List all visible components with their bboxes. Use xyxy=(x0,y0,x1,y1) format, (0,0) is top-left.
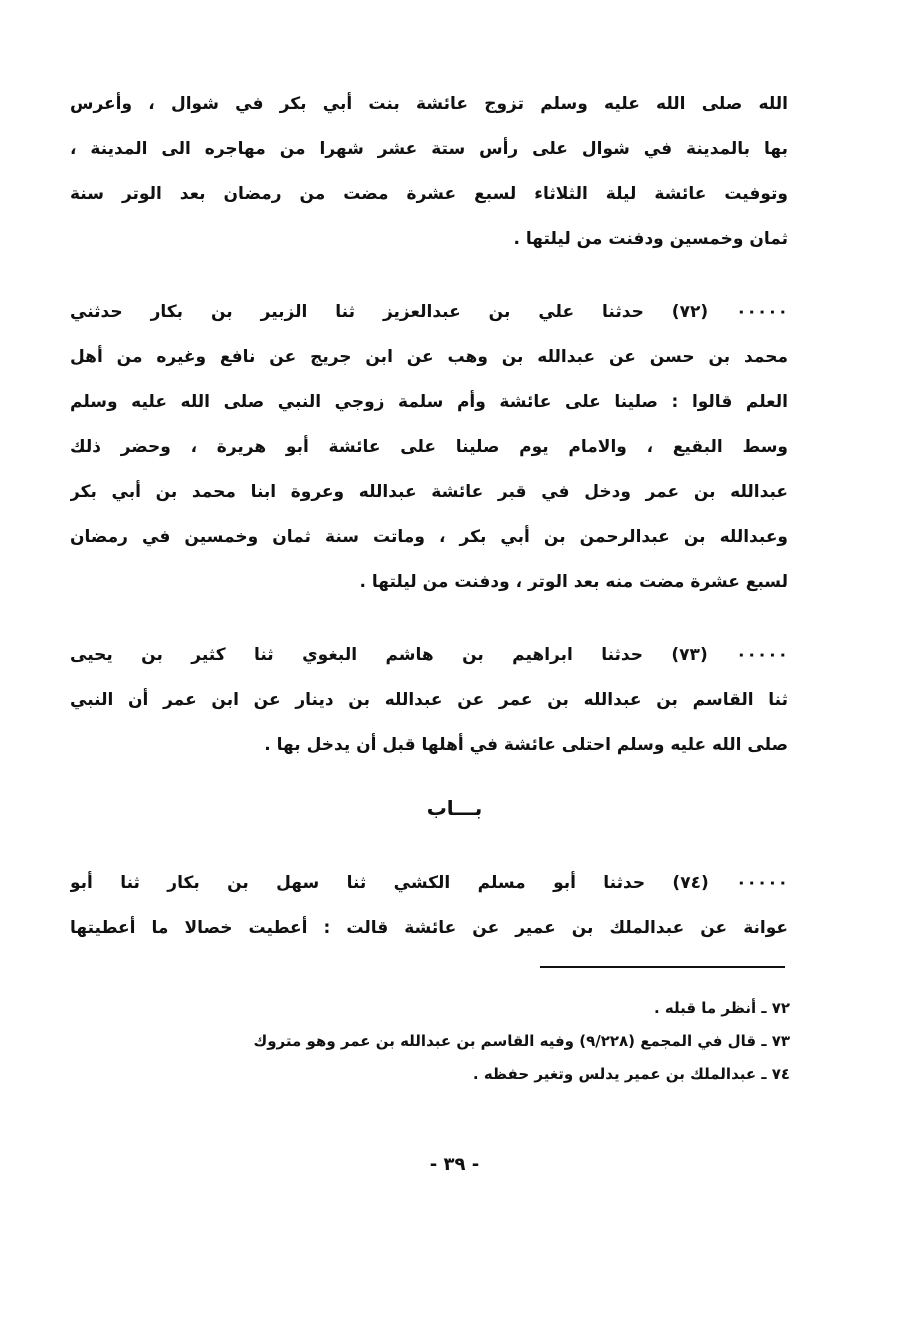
text-line: الله صلى الله عليه وسلم تزوج عائشة بنت أبي بكر في شوال ، وأعرس xyxy=(70,94,788,114)
paragraph-1 xyxy=(70,82,788,262)
text-line: ٠٠٠٠٠ (٧٢) حدثنا علي بن عبدالعزيز ثنا الزبير بن بكار حدثني xyxy=(70,302,788,322)
text-line: العلم قالوا : صلينا على عائشة وأم سلمة زوجي النبي صلى الله عليه وسلم xyxy=(70,392,788,412)
footnote-divider xyxy=(540,966,785,968)
footnotes xyxy=(60,992,790,1091)
text-line: محمد بن حسن عن عبدالله بن وهب عن ابن جريج عن نافع وغيره من أهل xyxy=(70,347,788,367)
footnote-73: ٧٣ ـ قال في المجمع (٩/٢٢٨) وفيه القاسم بن عبدالله بن عمر وهو متروك xyxy=(253,1032,790,1050)
paragraph-hadith-72 xyxy=(70,290,788,605)
paragraph-hadith-74 xyxy=(70,861,788,951)
text-line: صلى الله عليه وسلم احتلى عائشة في أهلها قبل أن يدخل بها . xyxy=(264,735,788,755)
footnote-72: ٧٢ ـ أنظر ما قبله . xyxy=(653,999,790,1017)
section-heading: بـــاب xyxy=(426,796,483,820)
text-line: عوانة عن عبدالملك بن عمير عن عائشة قالت : أعطيت خصالا ما أعطيتها xyxy=(70,918,788,938)
text-line: ٠٠٠٠٠ (٧٣) حدثنا ابراهيم بن هاشم البغوي ثنا كثير بن يحيى xyxy=(70,645,788,665)
text-line: عبدالله بن عمر ودخل في قبر عائشة عبدالله وعروة ابنا محمد بن أبي بكر xyxy=(70,482,788,502)
text-line: وعبدالله بن عبدالرحمن بن أبي بكر ، وماتت سنة ثمان وخمسين في رمضان xyxy=(70,527,788,547)
text-line: ثنا القاسم بن عبدالله بن عمر عن عبدالله بن دينار عن ابن عمر أن النبي xyxy=(70,690,788,710)
footnote-74: ٧٤ ـ عبدالملك بن عمير يدلس وتغير حفظه . xyxy=(472,1065,790,1083)
text-line: ثمان وخمسين ودفنت من ليلتها . xyxy=(513,229,788,249)
paragraph-hadith-73 xyxy=(70,633,788,768)
text-line: بها بالمدينة في شوال على رأس ستة عشر شهرا من مهاجره الى المدينة ، xyxy=(70,139,788,159)
text-line: لسبع عشرة مضت منه بعد الوتر ، ودفنت من ليلتها . xyxy=(359,572,788,592)
text-line: ٠٠٠٠٠ (٧٤) حدثنا أبو مسلم الكشي ثنا سهل بن بكار ثنا أبو xyxy=(70,873,788,893)
page-number: - ٣٩ - xyxy=(429,1154,480,1175)
text-line: وتوفيت عائشة ليلة الثلاثاء لسبع عشرة مضت من رمضان بعد الوتر سنة xyxy=(70,184,788,204)
text-line: وسط البقيع ، والامام يوم صلينا على عائشة أبو هريرة ، وحضر ذلك xyxy=(70,437,788,457)
